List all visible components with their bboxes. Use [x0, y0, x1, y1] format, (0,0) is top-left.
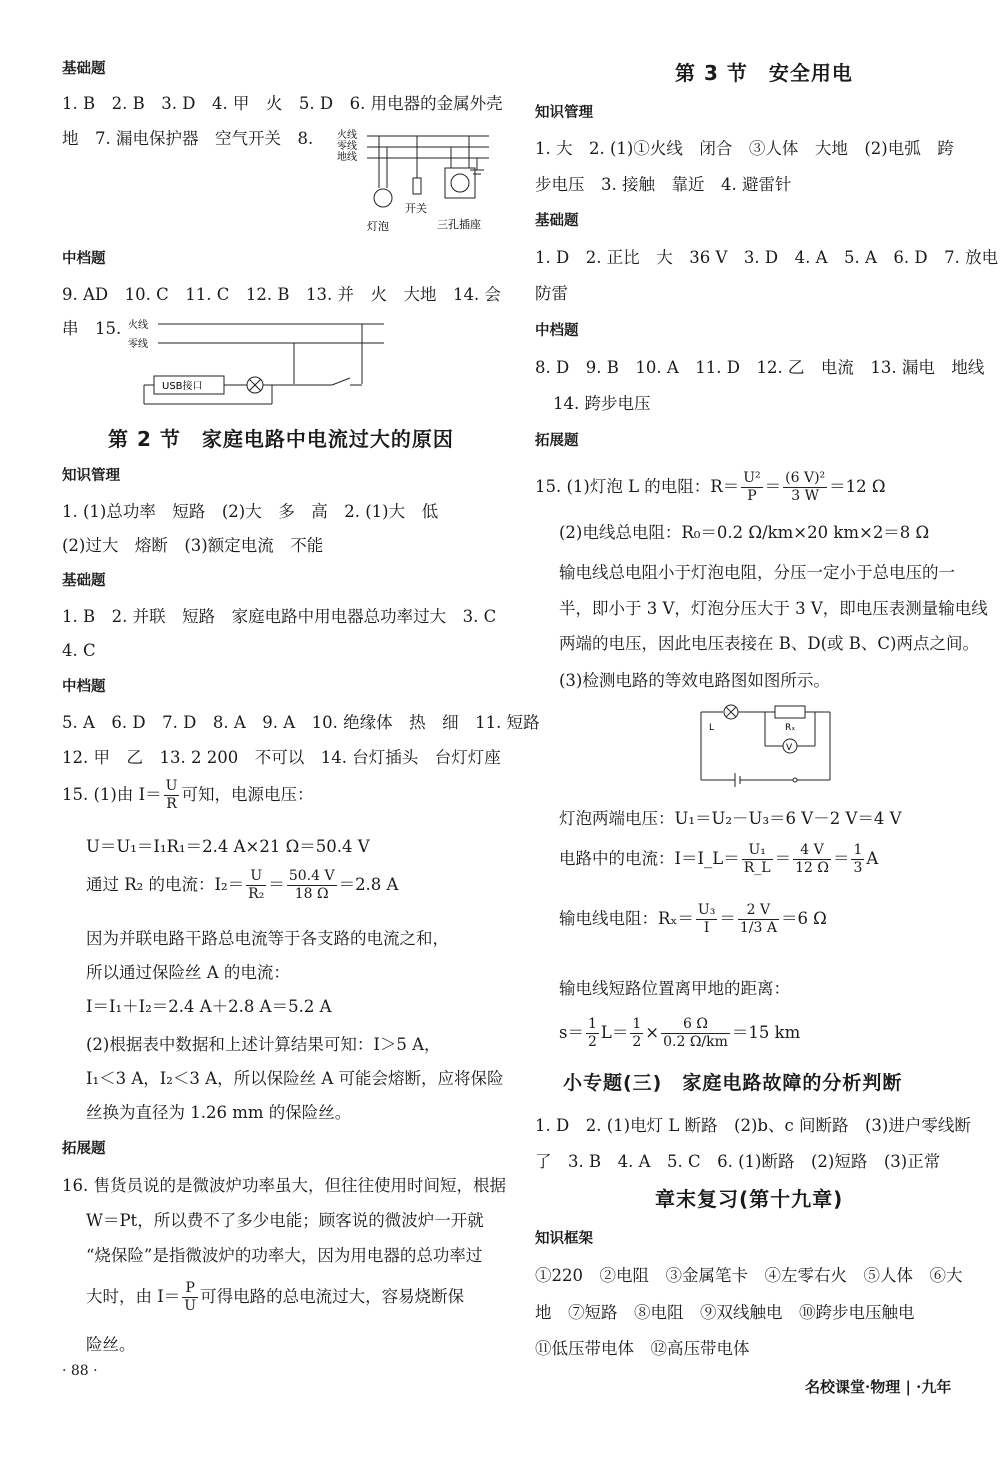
heading-knowledge: 知识管理	[62, 468, 120, 484]
text-line: 16. 售货员说的是微波炉功率虽大，但往往使用时间短，根据	[62, 1176, 506, 1195]
text-line: 输电线总电阻小于灯泡电阻，分压一定小于总电压的一	[559, 563, 955, 582]
formula-line: 灯泡两端电压：U₁＝U₂－U₃＝6 V－2 V＝4 V	[559, 809, 902, 828]
text-line: 所以通过保险丝 A 的电流：	[86, 963, 290, 982]
text-line: 丝换为直径为 1.26 mm 的保险丝。	[86, 1103, 352, 1122]
text-line: W＝Pt，所以费不了多少电能；顾客说的微波炉一开就	[86, 1211, 484, 1230]
label-ground-wire: 地线	[337, 152, 357, 163]
text-line: 两端的电压，因此电压表接在 B、D(或 B、C)两点之间。	[559, 634, 979, 653]
answer-line: 串 15.	[62, 319, 122, 338]
formula-line: 输电线电阻：Rₓ＝ $\frac{\text{U₃}}{I}$ ＝ $\frac{2 V}{1/3 A}$ ＝6 Ω	[559, 902, 827, 936]
formula-line: s＝ $\frac{1}{2}$ L＝ $\frac{1}{2}$ × $\frac{6 \Omega}{0.2 \Omega/km}$ ＝15 km	[559, 1016, 801, 1050]
answer-line: 1. B 2. 并联 短路 家庭电路中用电器总功率过大 3. C	[62, 607, 497, 626]
answer-line: 14. 跨步电压	[553, 394, 651, 413]
answer-line: 4. C	[62, 641, 96, 660]
label-socket: 三孔插座	[437, 218, 481, 231]
label-neutral-wire: 零线	[337, 141, 357, 152]
heading-medium: 中档题	[62, 251, 106, 267]
label-lamp-l: L	[709, 723, 715, 733]
text-line: 半，即小于 3 V，灯泡分压大于 3 V，即电压表测量输电线	[559, 599, 988, 618]
text-line: 险丝。	[86, 1335, 136, 1354]
formula-line: 15. (1)灯泡 L 的电阻：R＝ $\frac{\text{U²}}{P}$ ＝ $\frac{\text{(6 V)²}}{3 W}$ ＝12 Ω	[535, 470, 886, 504]
label-usb: USB接口	[162, 381, 203, 392]
answer-line: ⑪低压带电体 ⑫高压带电体	[535, 1339, 750, 1358]
section-title: 小专题(三) 家庭电路故障的分析判断	[563, 1072, 903, 1094]
answer-line: 5. A 6. D 7. D 8. A 9. A 10. 绝缘体 热 细 11. 短路	[62, 713, 540, 732]
answer-line: 1. B 2. B 3. D 4. 甲 火 5. D 6. 用电器的金属外壳	[62, 94, 503, 113]
section-title: 第 3 节 安全用电	[675, 61, 853, 85]
formula-line: U＝U₁＝I₁R₁＝2.4 A×21 Ω＝50.4 V	[86, 837, 370, 856]
label-rx: Rₓ	[785, 723, 796, 733]
answer-line: (2)过大 熔断 (3)额定电流 不能	[62, 536, 324, 555]
heading-extension: 拓展题	[62, 1141, 106, 1157]
formula-line: 电路中的电流：I＝I_L＝ $\frac{\text{U₁}}{R\_L}$ ＝ $\frac{4 V}{12 \Omega}$ ＝ $\frac{1}{3}$ A	[559, 842, 879, 876]
text-line: 输电线短路位置离甲地的距离：	[559, 979, 790, 998]
answer-line: 1. (1)总功率 短路 (2)大 多 高 2. (1)大 低	[62, 502, 439, 521]
answer-line: 1. 大 2. (1)①火线 闭合 ③人体 大地 (2)电弧 跨	[535, 139, 954, 158]
circuit-diagram-15	[122, 314, 392, 410]
answer-line: 防雷	[535, 284, 568, 303]
text-line: (3)检测电路的等效电路图如图所示。	[559, 671, 830, 690]
label-live-wire: 火线	[337, 130, 357, 141]
heading-framework: 知识框架	[535, 1231, 593, 1247]
section-title: 第 2 节 家庭电路中电流过大的原因	[108, 427, 454, 451]
circuit-diagram-8	[327, 128, 502, 238]
label-switch: 开关	[405, 202, 427, 215]
heading-medium: 中档题	[535, 323, 579, 339]
text-line: (2)根据表中数据和上述计算结果可知：I＞5 A，	[86, 1035, 441, 1054]
formula-line: I＝I₁＋I₂＝2.4 A＋2.8 A＝5.2 A	[86, 997, 332, 1016]
text-line: 因为并联电路干路总电流等于各支路的电流之和，	[86, 929, 449, 948]
footer-book-title: 名校课堂·物理 | ·九年	[805, 1378, 952, 1396]
answer-line: 地 ⑦短路 ⑧电阻 ⑨双线触电 ⑩跨步电压触电	[535, 1303, 915, 1322]
text-line: “烧保险”是指微波炉的功率大，因为用电器的总功率过	[86, 1246, 483, 1265]
heading-basic: 基础题	[62, 573, 106, 589]
page-number: · 88 ·	[62, 1363, 98, 1379]
heading-basic: 基础题	[535, 213, 579, 229]
heading-knowledge: 知识管理	[535, 105, 593, 121]
label-live-wire: 火线	[128, 320, 148, 331]
formula-line: 15. (1)由 I＝ $\frac{U}{R}$ 可知，电源电压：	[62, 778, 314, 812]
heading-basic: 基础题	[62, 61, 106, 77]
heading-extension: 拓展题	[535, 433, 579, 449]
answer-line: 9. AD 10. C 11. C 12. B 13. 并 火 大地 14. 会	[62, 285, 501, 304]
label-voltmeter: V	[786, 743, 793, 753]
answer-line: 地 7. 漏电保护器 空气开关 8.	[62, 129, 314, 148]
text-line: I₁＜3 A，I₂＜3 A，所以保险丝 A 可能会熔断，应将保险	[86, 1069, 504, 1088]
answer-line: 8. D 9. B 10. A 11. D 12. 乙 电流 13. 漏电 地线	[535, 358, 985, 377]
section-title: 章末复习(第十九章)	[655, 1187, 844, 1211]
answer-line: 了 3. B 4. A 5. C 6. (1)断路 (2)短路 (3)正常	[535, 1152, 941, 1171]
equivalent-circuit-diagram	[695, 700, 845, 790]
heading-medium: 中档题	[62, 679, 106, 695]
answer-line: ①220 ②电阻 ③金属笔卡 ④左零右火 ⑤人体 ⑥大	[535, 1266, 963, 1285]
answer-line: 1. D 2. (1)电灯 L 断路 (2)b、c 间断路 (3)进户零线断	[535, 1116, 971, 1135]
answer-line: 12. 甲 乙 13. 2 200 不可以 14. 台灯插头 台灯灯座	[62, 748, 501, 767]
answer-line: 步电压 3. 接触 靠近 4. 避雷针	[535, 175, 792, 194]
formula-line: 大时，由 I＝ $\frac{P}{U}$ 可得电路的总电流过大，容易烧断保	[86, 1280, 465, 1314]
answer-line: 1. D 2. 正比 大 36 V 3. D 4. A 5. A 6. D 7. 放电	[535, 248, 999, 267]
label-lamp: 灯泡	[367, 220, 389, 233]
formula-line: (2)电线总电阻：R₀＝0.2 Ω/km×20 km×2＝8 Ω	[559, 523, 930, 542]
label-neutral-wire: 零线	[128, 339, 148, 350]
formula-line: 通过 R₂ 的电流：I₂＝ $\frac{U}{\text{R₂}}$ ＝ $\frac{50.4 V}{18 \Omega}$ ＝2.8 A	[86, 868, 399, 902]
